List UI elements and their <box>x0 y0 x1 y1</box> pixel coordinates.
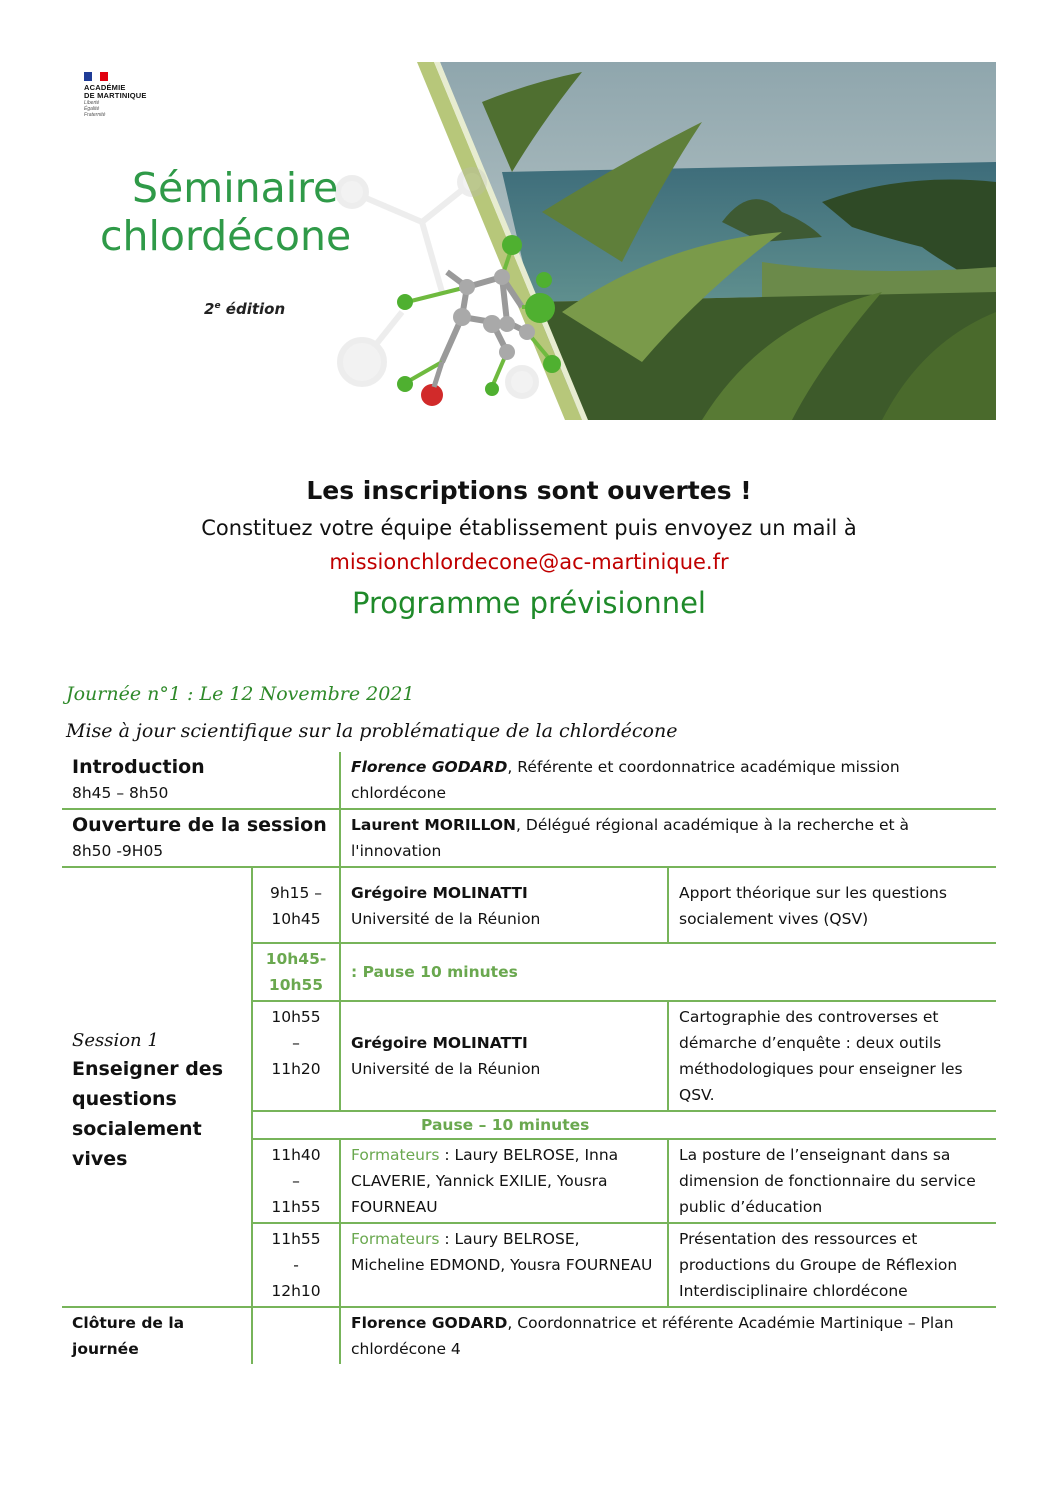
table-row-slot1 <box>62 867 996 943</box>
slot2-topic: Cartographie des controverses et démarche d’enquête : deux outils méthodologiques pour enseigner les QSV. <box>679 1008 963 1104</box>
logo-motto-3: Fraternité <box>84 112 106 118</box>
edition-number: 2 <box>204 300 215 318</box>
session-label: Session 1 <box>72 1030 159 1051</box>
logo-line1: ACADÉMIE <box>84 83 126 92</box>
cloture-title: Clôture de la journée <box>72 1314 185 1358</box>
table-row-cloture <box>62 1307 996 1364</box>
slot1-affiliation: Université de la Réunion <box>351 910 541 928</box>
slot3-time-start: 11h40 <box>271 1146 321 1164</box>
ouverture-role: , Délégué régional académique à la recherche et à l'innovation <box>351 816 909 860</box>
slot3-formateurs-names: : Laury BELROSE, Inna CLAVERIE, Yannick EXILIE, Yousra FOURNEAU <box>351 1146 619 1216</box>
edition-word: édition <box>225 300 286 318</box>
logo-motto-2: Égalité <box>84 106 100 112</box>
slot3-topic: La posture de l’enseignant dans sa dimension de fonctionnaire du service public d’éducation <box>679 1146 976 1216</box>
contact-email-link[interactable]: missionchlordecone@ac-martinique.fr <box>329 550 729 574</box>
pause2-label: Pause – 10 minutes <box>421 1116 590 1134</box>
day-title: Journée n°1 : Le 12 Novembre 2021 <box>66 683 415 705</box>
cloture-role: , Coordonnatrice et référente Académie Martinique – Plan chlordécone 4 <box>351 1314 954 1358</box>
table-row-ouverture <box>62 809 996 867</box>
slot2-time-end: 11h20 <box>271 1060 321 1078</box>
edition-superscript: e <box>214 301 221 311</box>
program-table <box>62 752 996 1364</box>
edition-label <box>204 300 285 318</box>
ouverture-time: 8h50 -9H05 <box>72 842 164 860</box>
pause1-time-end: 10h55 <box>268 976 324 994</box>
seminar-title-line1: Séminaire <box>132 164 339 212</box>
pause1-time-start: 10h45- <box>265 950 327 968</box>
slot4-time-dash: - <box>293 1256 299 1274</box>
slot1-time-end: 10h45 <box>271 910 321 928</box>
academie-logo <box>84 72 147 118</box>
banner <box>62 62 996 420</box>
logo-motto-1: Liberté <box>84 100 100 106</box>
slot1-time-start: 9h15 – <box>269 884 323 902</box>
program-title: Programme prévisionnel <box>352 586 706 620</box>
intro-time: 8h45 – 8h50 <box>72 784 169 802</box>
registration-instruction: Constituez votre équipe établissement puis envoyez un mail à <box>201 516 857 540</box>
intro-title: Introduction <box>72 756 205 778</box>
slot2-speaker: Grégoire MOLINATTI <box>351 1034 528 1052</box>
logo-line2: DE MARTINIQUE <box>84 91 147 100</box>
registration-headline: Les inscriptions sont ouvertes ! <box>306 476 752 505</box>
slot3-formateurs-label: Formateurs <box>351 1146 440 1164</box>
slot3-time-dash: – <box>292 1172 300 1190</box>
table-row-intro <box>62 752 996 809</box>
slot4-time-end: 12h10 <box>271 1282 321 1300</box>
ouverture-title: Ouverture de la session <box>72 814 327 836</box>
seminar-title <box>100 164 351 260</box>
slot2-affiliation: Université de la Réunion <box>351 1060 541 1078</box>
slot4-time-start: 11h55 <box>271 1230 321 1248</box>
slot1-speaker: Grégoire MOLINATTI <box>351 884 528 902</box>
intro-speaker: Florence GODARD <box>351 758 508 776</box>
slot4-formateurs-label: Formateurs <box>351 1230 440 1248</box>
intro-role: , Référente et coordonnatrice académique mission chlordécone <box>351 758 900 802</box>
slot1-topic: Apport théorique sur les questions socialement vives (QSV) <box>679 884 947 928</box>
slot3-time-end: 11h55 <box>271 1198 321 1216</box>
slot2-time-start: 10h55 <box>271 1008 321 1026</box>
seminar-title-line2: chlordécone <box>100 212 352 260</box>
slot4-formateurs-names: : Laury BELROSE, Micheline EDMOND, Yousra FOURNEAU <box>351 1230 653 1274</box>
slot2-time-dash: – <box>292 1034 300 1052</box>
cloture-speaker: Florence GODARD <box>351 1314 508 1332</box>
day-theme: Mise à jour scientifique sur la problématique de la chlordécone <box>66 720 678 742</box>
session-name: Enseigner des questions socialement vives <box>72 1058 224 1170</box>
french-flag-icon <box>84 72 108 81</box>
slot4-topic: Présentation des ressources et productions du Groupe de Réflexion Interdisciplinaire chlordécone <box>679 1230 958 1300</box>
pause1-label: : Pause 10 minutes <box>351 963 518 981</box>
ouverture-speaker: Laurent MORILLON <box>351 816 517 834</box>
